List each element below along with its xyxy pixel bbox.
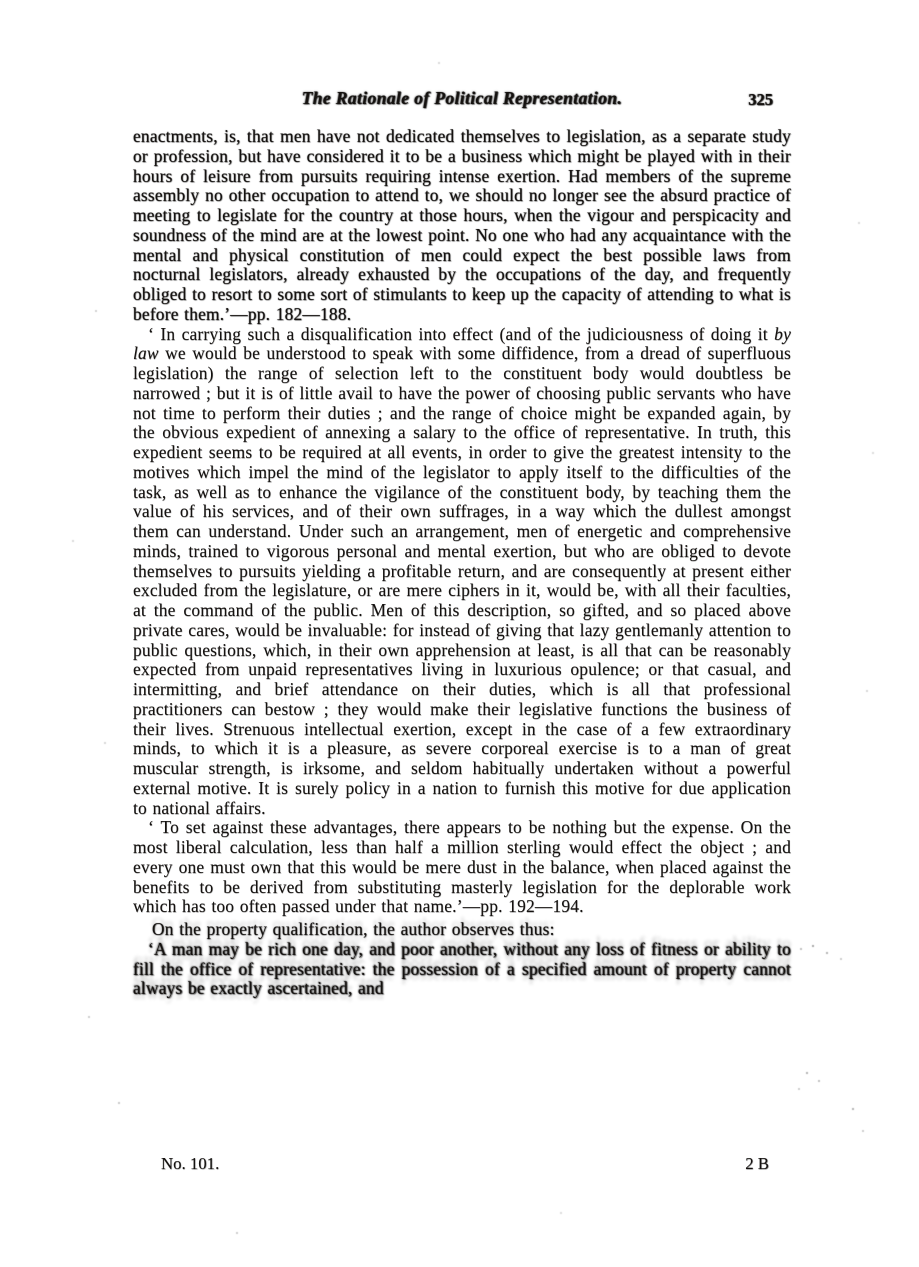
quote-segment-pre: ‘ In carrying such a disqualification into effect (and of the judiciousness of doing it xyxy=(148,323,775,344)
paragraph-quote-2 xyxy=(133,325,791,819)
page-footer xyxy=(133,1154,791,1174)
paragraph-quote-3: ‘ To set against these advantages, there appears to be nothing but the expense. On the most liberal calculation, less than half a million sterling would effect the object ; and every one must own that this would be mere dust in the balance, when placed against the benefits to be derived from substituting masterly legislation for the deplorable work which has too often passed under that name.’—pp. 192—194. xyxy=(133,817,791,917)
page-text-block xyxy=(133,127,791,999)
paragraph-narration: On the property qualification, the author observes thus: xyxy=(152,919,555,939)
printers-signature-mark: 2 B xyxy=(745,1154,769,1173)
paragraph-quote-4: ‘A man may be rich one day, and poor another, without any loss of fitness or ability to fill the office of representative: the possession of a specified amount of property cannot always be exactly ascertained, and xyxy=(133,938,791,999)
issue-number: No. 101. xyxy=(161,1154,220,1173)
page-number: 325 xyxy=(748,90,773,109)
quote-segment-post: we would be understood to speak with some diffidence, from a dread of superfluous legislation) the range of selection left to the constituent body would doubtless be narrowed ; but it is of little avail to have the power of choosing public servants who have not time to perform their duties ; and the range of choice might be expanded again, by the obvious expedient of annexing a salary to the office of representative. In truth, this expedient seems to be required at all events, in order to give the greatest intensity to the motives which impel the mind of the legislator to apply itself to the difficulties of the task, as well as to enhance the vigilance of the constituent body, by teaching them the value of his services, and of their own suffrages, in a way which the dullest amongst them can understand. Under such an arrangement, men of energetic and comprehensive minds, trained to vigorous personal and mental exertion, but who are obliged to devote themselves to pursuits yielding a profitable return, and are consequently at present either excluded from the legislature, or are mere ciphers in it, would be, with all their faculties, at the command of the public. Men of this description, so gifted, and so placed above private cares, would be invaluable: for instead of giving that lazy gentlemanly attention to public questions, which, in their own apprehension at least, is all that can be reasonably expected from unpaid representatives living in luxurious opulence; or that casual, and intermitting, and brief attendance on their duties, which is all that professional practitioners can bestow ; they would make their legislative functions the business of their lives. Strenuous intellectual exertion, except in the case of a few extraordinary minds, to which it is a pleasure, as severe corporeal exercise is to a man of great muscular strength, is irksome, and seldom habitually undertaken without a powerful external motive. It is surely policy in a nation to furnish this motive for due application to national affairs. xyxy=(133,343,791,818)
scan-noise-specks xyxy=(0,0,2,2)
running-header xyxy=(133,88,791,112)
italic-phrase: by law xyxy=(133,323,791,364)
paragraph-quote-continuation: enactments, is, that men have not dedicated themselves to legislation, as a separate study or profession, but have considered it to be a business which might be played with in their hours of leisure from pursuits requiring intense exertion. Had members of the supreme assembly no other occupation to attend to, we should no longer see the absurd practice of meeting to legislate for the country at those hours, when the vigour and perspicacity and soundness of the mind are at the lowest point. No one who had any acquaintance with the mental and physical constitution of men could expect the best possible laws from nocturnal legislators, already exhausted by the occupations of the day, and frequently obliged to resort to some sort of stimulants to keep up the capacity of attending to what is before them.’—pp. 182—188. xyxy=(133,126,791,324)
running-title: The Rationale of Political Representation. xyxy=(301,88,623,108)
